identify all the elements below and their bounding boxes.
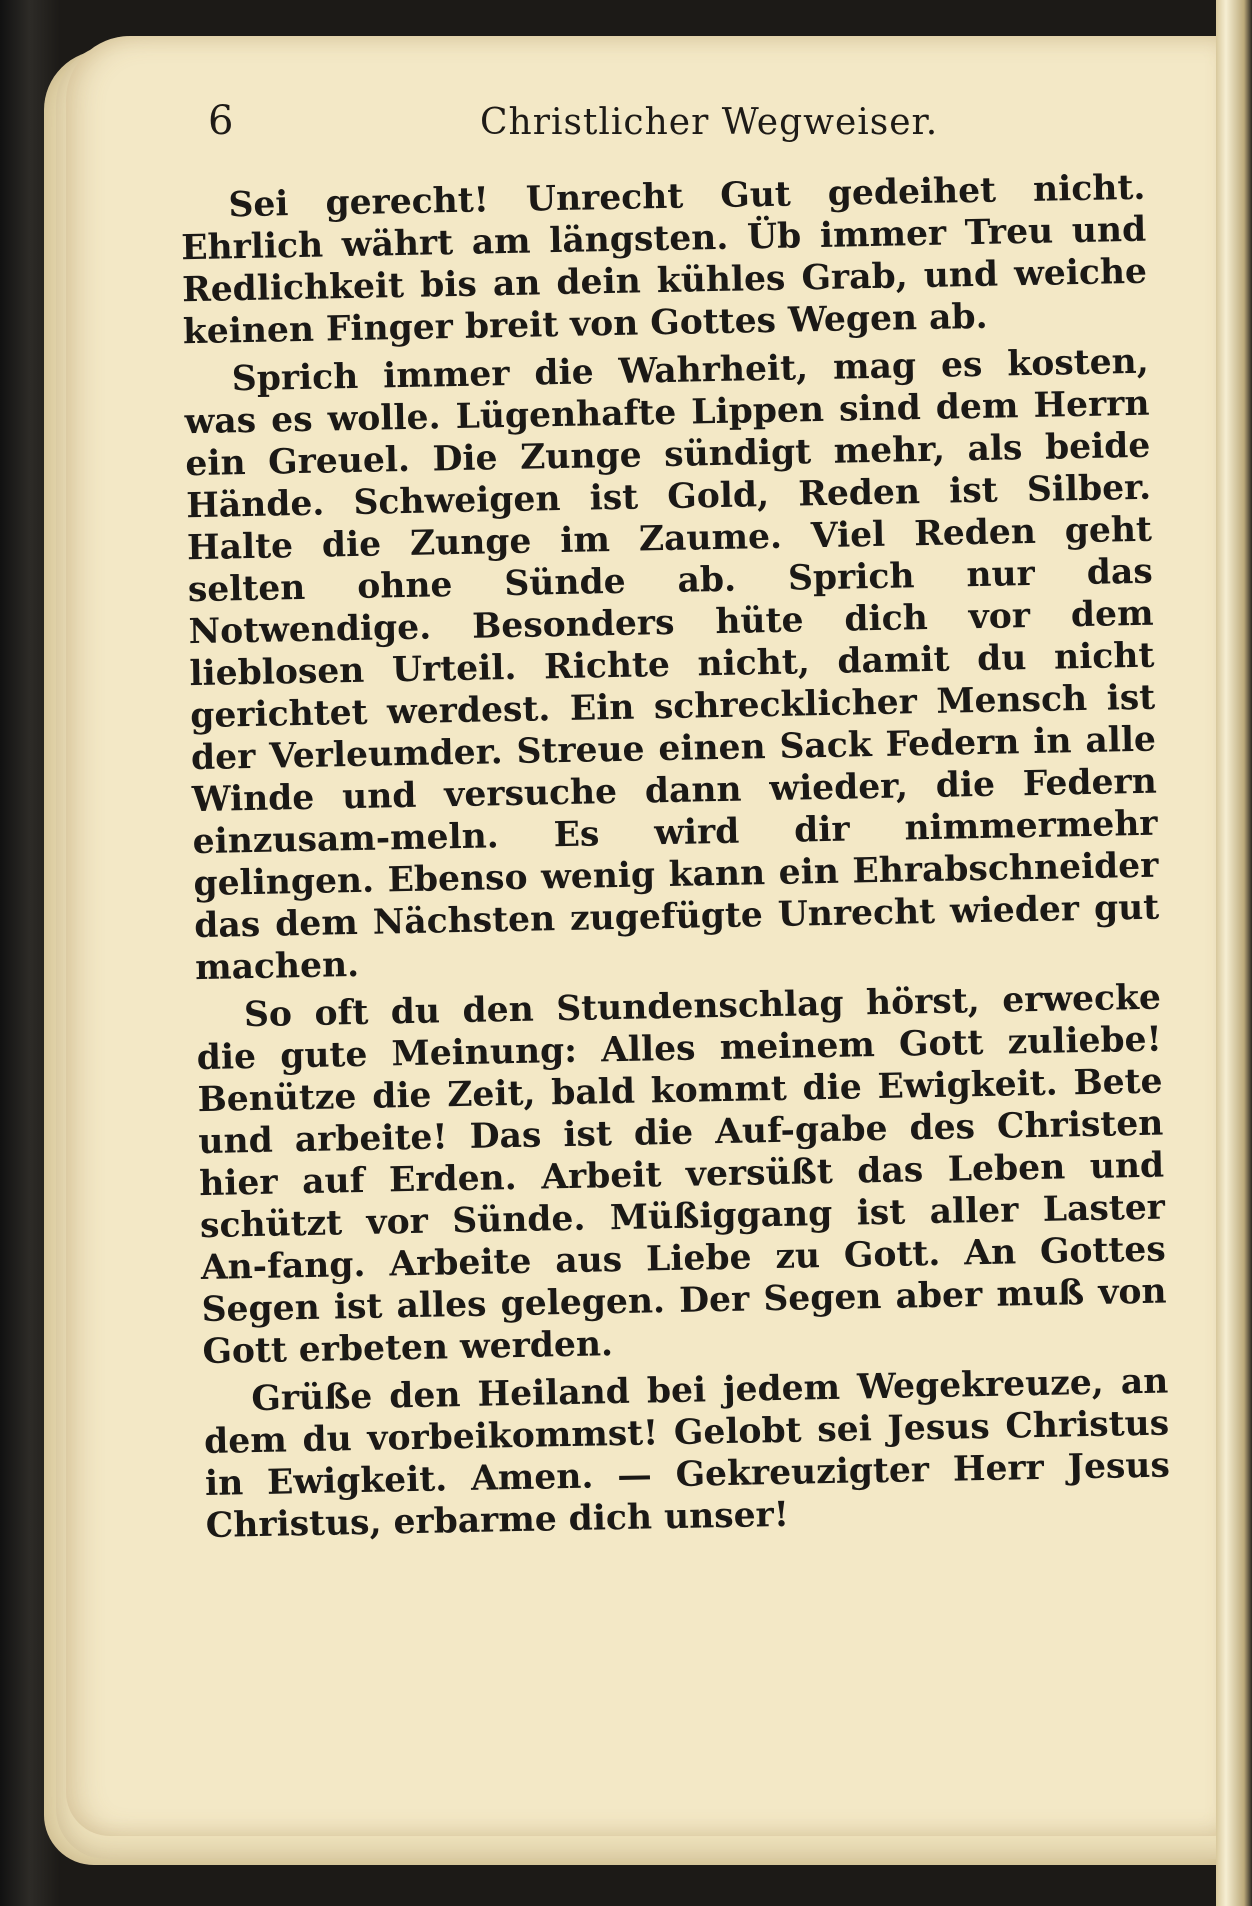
running-title: Christlicher Wegweiser. — [480, 102, 939, 143]
paragraph-truth: Sprich immer die Wahrheit, mag es kosten, was es wolle. Lügenhafte Lippen sind dem Herrn ein Greuel. Die Zunge sündigt mehr, als beide Hände. Schweigen ist Gold, Reden ist Silber. Halte die Zunge im Zaume. Viel Reden geht selten ohne Sünde ab. Sprich nur das Notwendige. Besonders hüte dich vor dem lieblosen Urteil. Richte nicht, damit du nicht gerichtet werdest. Ein schrecklicher Mensch ist der Verleumder. Streue einen Sack Federn in alle Winde und versuche dann wieder, die Federn einzusam-meln. Es wird dir nimmermehr gelingen. Ebenso wenig kann ein Ehrabschneider das dem Nächsten zugefügte Unrecht wieder gut machen. — [184, 341, 1160, 989]
paragraph-honesty: Sei gerecht! Unrecht Gut gedeihet nicht. Ehrlich währt am längsten. Üb immer Treu und Redlichkeit bis an dein kühles Grab, und weiche keinen Finger breit von Gottes Wegen ab. — [180, 167, 1148, 353]
paragraph-prayer: Grüße den Heiland bei jedem Wegekreuze, an dem du vorbeikommst! Gelobt sei Jesus Christus in Ewigkeit. Amen. — Gekreuzigter Herr Jesus Christus, erbarme dich unser! — [203, 1361, 1171, 1547]
paragraph-work: So oft du den Stundenschlag hörst, erwecke die gute Meinung: Alles meinem Gott zuliebe! Benütze die Zeit, bald kommt die Ewigkeit. Bete und arbeite! Das ist die Auf-gabe des Christen hier auf Erden. Arbeit versüßt das Leben und schützt vor Sünde. Müßiggang ist aller Laster An-fang. Arbeite aus Liebe zu Gott. An Gottes Segen ist alles gelegen. Der Segen aber muß von Gott erbeten werden. — [196, 977, 1167, 1373]
body-text — [180, 167, 1171, 1547]
book-gutter — [1216, 0, 1252, 1906]
page-number: 6 — [208, 98, 234, 144]
page-header — [208, 98, 1158, 158]
